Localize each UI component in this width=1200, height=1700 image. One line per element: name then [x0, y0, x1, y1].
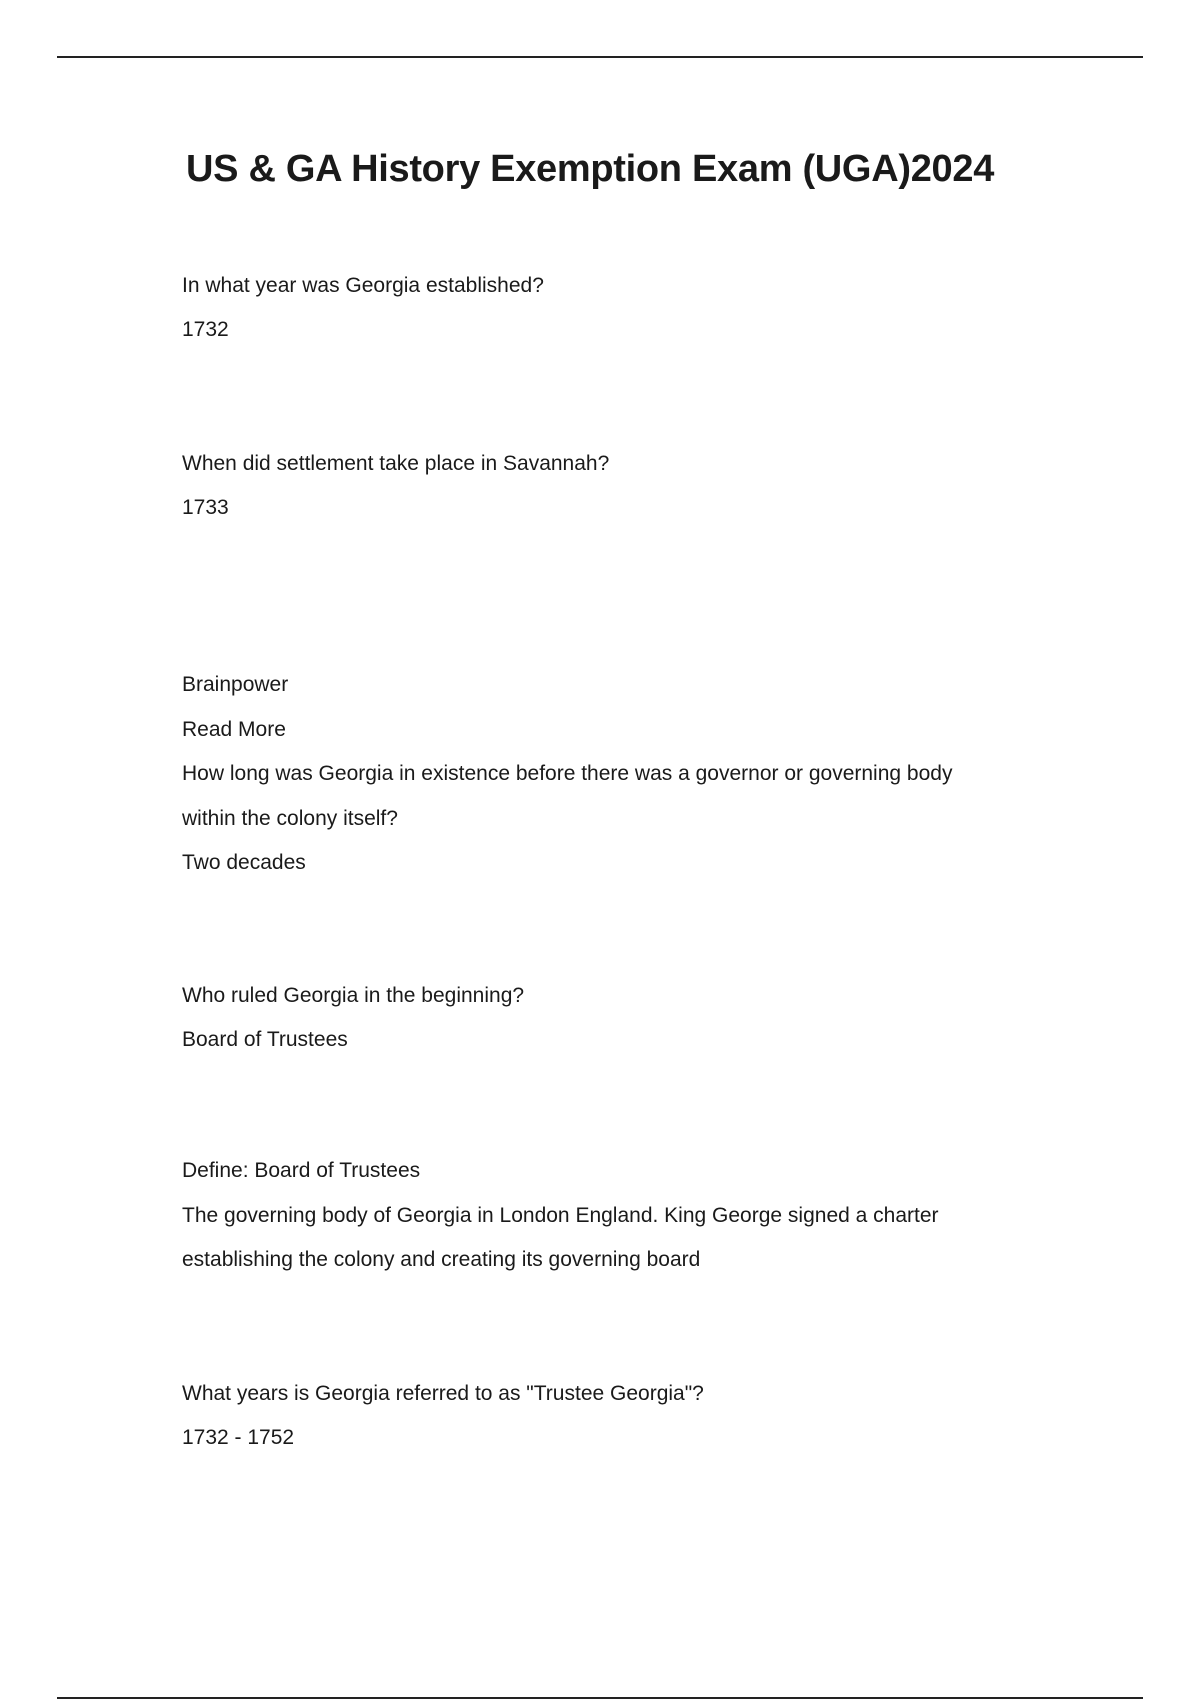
question-4: Who ruled Georgia in the beginning? — [182, 984, 525, 1007]
answer-3: Two decades — [182, 851, 306, 874]
read-more-link[interactable]: Read More — [182, 718, 286, 741]
answer-4: Board of Trustees — [182, 1028, 348, 1051]
brainpower-label: Brainpower — [182, 673, 289, 696]
answer-6: 1732 - 1752 — [182, 1426, 295, 1449]
top-rule — [57, 56, 1143, 58]
answer-5-line-2: establishing the colony and creating its governing board — [182, 1248, 701, 1271]
question-6: What years is Georgia referred to as "Trustee Georgia"? — [182, 1382, 704, 1405]
question-2: When did settlement take place in Savannah? — [182, 452, 610, 475]
page-title: US & GA History Exemption Exam (UGA)2024 — [186, 148, 995, 190]
bottom-rule — [57, 1697, 1143, 1699]
question-3-line-2: within the colony itself? — [182, 807, 398, 830]
answer-5-line-1: The governing body of Georgia in London England. King George signed a charter — [182, 1204, 939, 1227]
answer-1: 1732 — [182, 318, 229, 341]
question-1: In what year was Georgia established? — [182, 274, 544, 297]
question-5: Define: Board of Trustees — [182, 1159, 421, 1182]
answer-2: 1733 — [182, 496, 229, 519]
question-3-line-1: How long was Georgia in existence before there was a governor or governing body — [182, 762, 953, 785]
